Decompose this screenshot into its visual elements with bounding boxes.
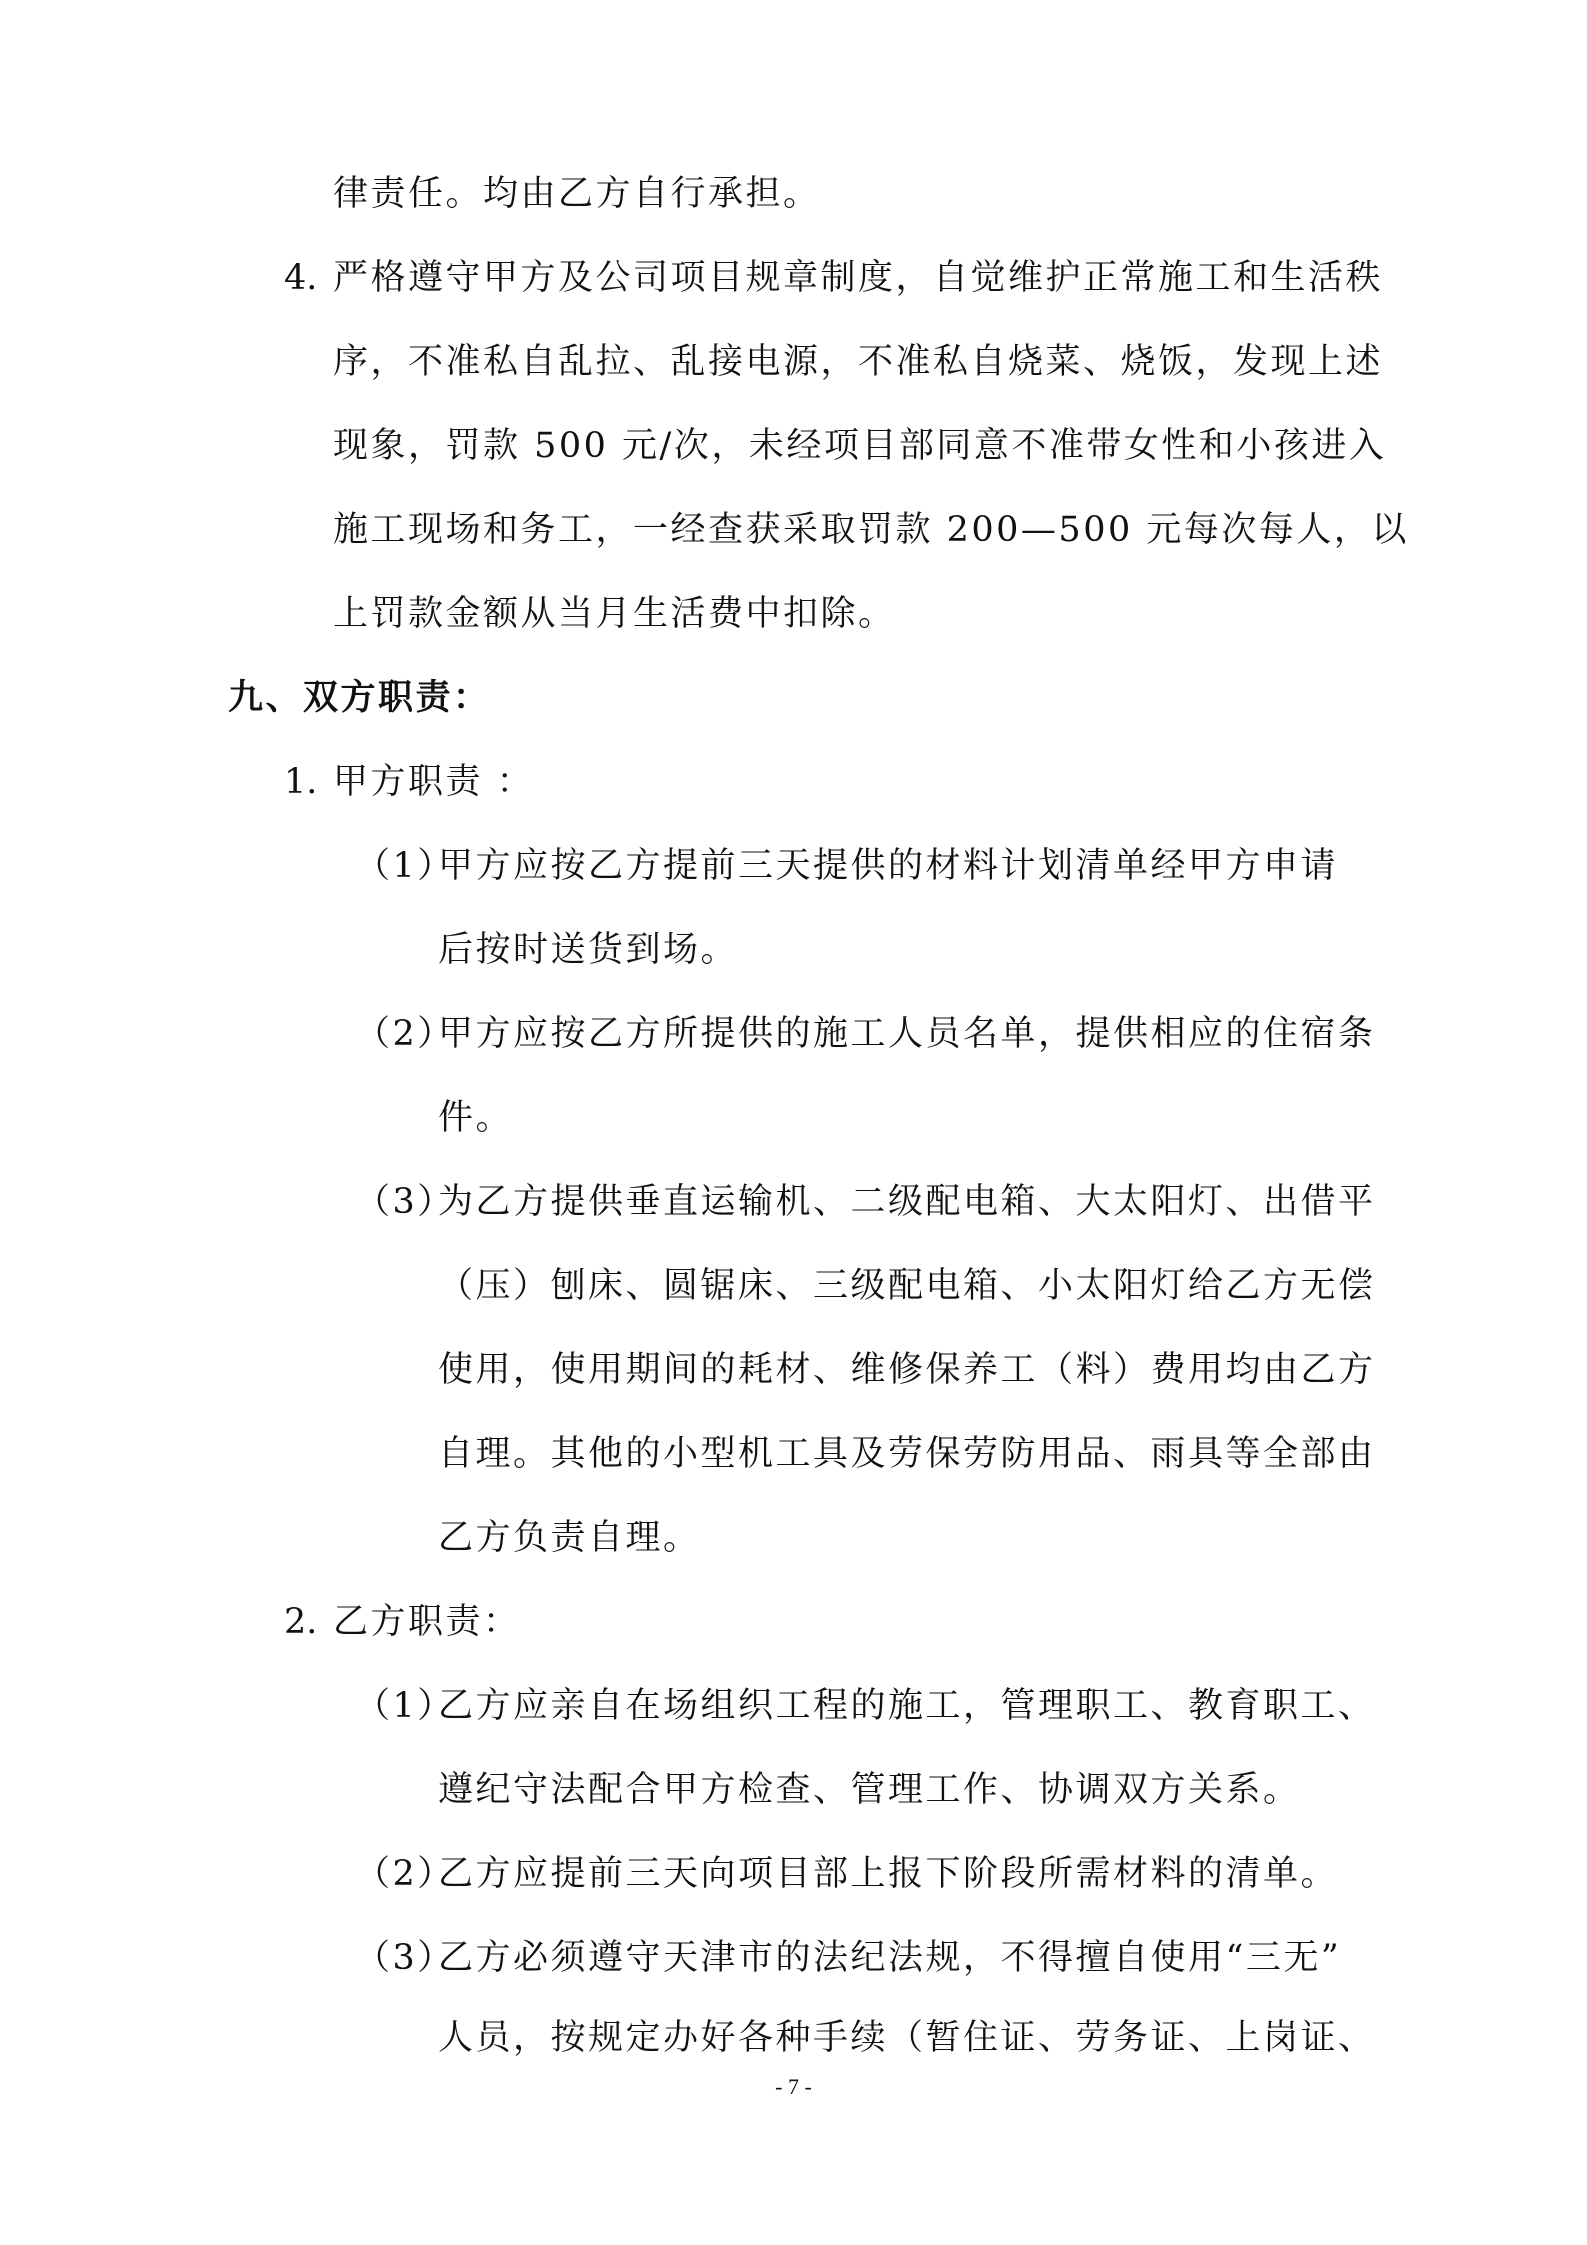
subsection-title: 乙方职责： <box>333 1602 521 1642</box>
text-line: 现象，罚款 500 元/次，未经项目部同意不准带女性和小孩进入 <box>333 426 1387 466</box>
text-line: 乙方应提前三天向项目部上报下阶段所需材料的清单。 <box>438 1854 1339 1894</box>
subsection-title: 甲方职责 ： <box>333 762 535 802</box>
text-line: 施工现场和务工，一经查获采取罚款 200—500 元每次每人，以 <box>333 510 1409 550</box>
text-line: 人员，按规定办好各种手续（暂住证、劳务证、上岗证、 <box>438 2018 1376 2058</box>
item-marker: （1） <box>355 846 455 886</box>
text-line: 乙方负责自理。 <box>438 1518 701 1558</box>
text-line: 甲方应按乙方提前三天提供的材料计划清单经甲方申请 <box>438 846 1339 886</box>
text-line: 上罚款金额从当月生活费中扣除。 <box>333 594 896 634</box>
text-line: 严格遵守甲方及公司项目规章制度，自觉维护正常施工和生活秩 <box>333 258 1384 298</box>
text-line: 自理。其他的小型机工具及劳保劳防用品、雨具等全部由 <box>438 1434 1376 1474</box>
item-marker: （1） <box>355 1686 455 1726</box>
page-number: - 7 - <box>775 2074 812 2099</box>
list-number: 4. <box>284 258 318 298</box>
text-line: 遵纪守法配合甲方检查、管理工作、协调双方关系。 <box>438 1770 1301 1810</box>
section-heading: 九、双方职责： <box>228 677 491 718</box>
item-marker: （3） <box>355 1182 455 1222</box>
text-line: 件。 <box>438 1098 514 1138</box>
item-marker: （3） <box>355 1938 455 1978</box>
item-marker: （2） <box>355 1854 455 1894</box>
text-line: 为乙方提供垂直运输机、二级配电箱、大太阳灯、出借平 <box>438 1182 1376 1222</box>
list-number: 2. <box>284 1602 318 1642</box>
text-line: 律责任。均由乙方自行承担。 <box>333 174 821 214</box>
text-line: 后按时送货到场。 <box>438 930 739 970</box>
text-line: 甲方应按乙方所提供的施工人员名单，提供相应的住宿条 <box>438 1014 1376 1054</box>
text-line: 序，不准私自乱拉、乱接电源，不准私自烧菜、烧饭，发现上述 <box>333 342 1384 382</box>
item-marker: （2） <box>355 1014 455 1054</box>
text-line: （压）刨床、圆锯床、三级配电箱、小太阳灯给乙方无偿 <box>438 1266 1376 1306</box>
text-line: 乙方应亲自在场组织工程的施工，管理职工、教育职工、 <box>438 1686 1376 1726</box>
text-line: 使用，使用期间的耗材、维修保养工（料）费用均由乙方 <box>438 1350 1376 1390</box>
list-number: 1. <box>284 762 318 802</box>
text-line: 乙方必须遵守天津市的法纪法规，不得擅自使用“三无” <box>438 1938 1342 1978</box>
